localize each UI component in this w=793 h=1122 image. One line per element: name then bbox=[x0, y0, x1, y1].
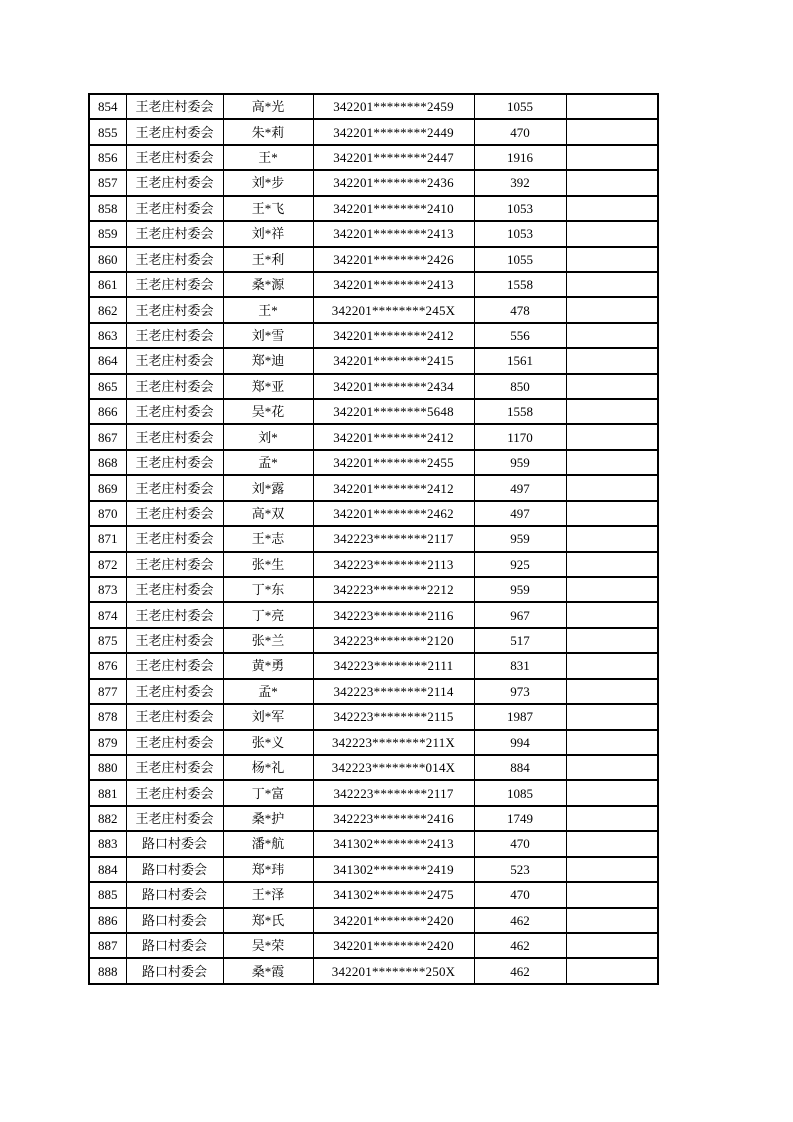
masked-id-cell: 342201********2459 bbox=[313, 94, 474, 119]
person-name-cell: 高*光 bbox=[223, 94, 313, 119]
person-name-cell: 朱*莉 bbox=[223, 119, 313, 144]
note-cell bbox=[566, 908, 658, 933]
masked-id-cell: 342223********2212 bbox=[313, 577, 474, 602]
village-committee-cell: 王老庄村委会 bbox=[126, 247, 223, 272]
table-row bbox=[89, 170, 658, 195]
row-number-cell: 857 bbox=[89, 170, 126, 195]
masked-id-cell: 342201********2447 bbox=[313, 145, 474, 170]
masked-id-cell: 342223********2113 bbox=[313, 552, 474, 577]
village-committee-cell: 路口村委会 bbox=[126, 882, 223, 907]
note-cell bbox=[566, 882, 658, 907]
table-row bbox=[89, 145, 658, 170]
person-name-cell: 王* bbox=[223, 297, 313, 322]
table-row bbox=[89, 704, 658, 729]
village-committee-cell: 王老庄村委会 bbox=[126, 780, 223, 805]
person-name-cell: 郑*玮 bbox=[223, 857, 313, 882]
table-row bbox=[89, 94, 658, 119]
row-number-cell: 869 bbox=[89, 475, 126, 500]
amount-cell: 1053 bbox=[474, 196, 566, 221]
person-name-cell: 刘*祥 bbox=[223, 221, 313, 246]
village-committee-cell: 王老庄村委会 bbox=[126, 323, 223, 348]
table-row bbox=[89, 602, 658, 627]
village-committee-cell: 王老庄村委会 bbox=[126, 170, 223, 195]
person-name-cell: 潘*航 bbox=[223, 831, 313, 856]
table-row bbox=[89, 119, 658, 144]
village-committee-cell: 王老庄村委会 bbox=[126, 602, 223, 627]
village-committee-cell: 王老庄村委会 bbox=[126, 374, 223, 399]
table-row bbox=[89, 806, 658, 831]
row-number-cell: 878 bbox=[89, 704, 126, 729]
person-name-cell: 刘*步 bbox=[223, 170, 313, 195]
row-number-cell: 866 bbox=[89, 399, 126, 424]
amount-cell: 1916 bbox=[474, 145, 566, 170]
masked-id-cell: 342223********2114 bbox=[313, 679, 474, 704]
note-cell bbox=[566, 831, 658, 856]
masked-id-cell: 341302********2419 bbox=[313, 857, 474, 882]
person-name-cell: 王*飞 bbox=[223, 196, 313, 221]
table-row bbox=[89, 628, 658, 653]
row-number-cell: 868 bbox=[89, 450, 126, 475]
masked-id-cell: 342201********2415 bbox=[313, 348, 474, 373]
person-name-cell: 王*志 bbox=[223, 526, 313, 551]
masked-id-cell: 342201********5648 bbox=[313, 399, 474, 424]
person-name-cell: 王* bbox=[223, 145, 313, 170]
person-name-cell: 杨*礼 bbox=[223, 755, 313, 780]
village-committee-cell: 王老庄村委会 bbox=[126, 94, 223, 119]
village-committee-cell: 王老庄村委会 bbox=[126, 424, 223, 449]
masked-id-cell: 342223********2115 bbox=[313, 704, 474, 729]
row-number-cell: 872 bbox=[89, 552, 126, 577]
person-name-cell: 吴*花 bbox=[223, 399, 313, 424]
amount-cell: 517 bbox=[474, 628, 566, 653]
table-row bbox=[89, 908, 658, 933]
table-row bbox=[89, 577, 658, 602]
table-row bbox=[89, 399, 658, 424]
row-number-cell: 859 bbox=[89, 221, 126, 246]
row-number-cell: 876 bbox=[89, 653, 126, 678]
masked-id-cell: 342201********2410 bbox=[313, 196, 474, 221]
row-number-cell: 885 bbox=[89, 882, 126, 907]
masked-id-cell: 342201********2434 bbox=[313, 374, 474, 399]
person-name-cell: 郑*亚 bbox=[223, 374, 313, 399]
village-committee-cell: 路口村委会 bbox=[126, 831, 223, 856]
row-number-cell: 863 bbox=[89, 323, 126, 348]
village-committee-cell: 路口村委会 bbox=[126, 958, 223, 983]
amount-cell: 556 bbox=[474, 323, 566, 348]
row-number-cell: 867 bbox=[89, 424, 126, 449]
note-cell bbox=[566, 577, 658, 602]
person-name-cell: 孟* bbox=[223, 450, 313, 475]
masked-id-cell: 342201********2449 bbox=[313, 119, 474, 144]
row-number-cell: 873 bbox=[89, 577, 126, 602]
note-cell bbox=[566, 323, 658, 348]
note-cell bbox=[566, 933, 658, 958]
row-number-cell: 860 bbox=[89, 247, 126, 272]
table-row bbox=[89, 501, 658, 526]
row-number-cell: 883 bbox=[89, 831, 126, 856]
village-committee-cell: 王老庄村委会 bbox=[126, 475, 223, 500]
note-cell bbox=[566, 374, 658, 399]
masked-id-cell: 342201********2412 bbox=[313, 475, 474, 500]
amount-cell: 470 bbox=[474, 119, 566, 144]
person-name-cell: 张*义 bbox=[223, 730, 313, 755]
masked-id-cell: 342223********2117 bbox=[313, 780, 474, 805]
row-number-cell: 877 bbox=[89, 679, 126, 704]
person-name-cell: 桑*霞 bbox=[223, 958, 313, 983]
table-row bbox=[89, 297, 658, 322]
note-cell bbox=[566, 196, 658, 221]
row-number-cell: 886 bbox=[89, 908, 126, 933]
amount-cell: 959 bbox=[474, 526, 566, 551]
amount-cell: 884 bbox=[474, 755, 566, 780]
amount-cell: 392 bbox=[474, 170, 566, 195]
row-number-cell: 882 bbox=[89, 806, 126, 831]
row-number-cell: 870 bbox=[89, 501, 126, 526]
note-cell bbox=[566, 399, 658, 424]
table-row bbox=[89, 882, 658, 907]
masked-id-cell: 342201********2426 bbox=[313, 247, 474, 272]
village-committee-cell: 王老庄村委会 bbox=[126, 577, 223, 602]
note-cell bbox=[566, 119, 658, 144]
village-committee-cell: 王老庄村委会 bbox=[126, 526, 223, 551]
row-number-cell: 871 bbox=[89, 526, 126, 551]
note-cell bbox=[566, 730, 658, 755]
person-name-cell: 丁*亮 bbox=[223, 602, 313, 627]
village-committee-cell: 王老庄村委会 bbox=[126, 399, 223, 424]
table-row bbox=[89, 424, 658, 449]
table-row bbox=[89, 526, 658, 551]
amount-cell: 1170 bbox=[474, 424, 566, 449]
amount-cell: 925 bbox=[474, 552, 566, 577]
amount-cell: 1561 bbox=[474, 348, 566, 373]
amount-cell: 1558 bbox=[474, 399, 566, 424]
masked-id-cell: 342201********2420 bbox=[313, 933, 474, 958]
table-row bbox=[89, 323, 658, 348]
table-row bbox=[89, 272, 658, 297]
note-cell bbox=[566, 679, 658, 704]
masked-id-cell: 342201********2413 bbox=[313, 221, 474, 246]
village-committee-cell: 王老庄村委会 bbox=[126, 806, 223, 831]
person-name-cell: 丁*富 bbox=[223, 780, 313, 805]
note-cell bbox=[566, 552, 658, 577]
row-number-cell: 884 bbox=[89, 857, 126, 882]
note-cell bbox=[566, 475, 658, 500]
amount-cell: 967 bbox=[474, 602, 566, 627]
note-cell bbox=[566, 958, 658, 983]
table-row bbox=[89, 450, 658, 475]
person-name-cell: 丁*东 bbox=[223, 577, 313, 602]
note-cell bbox=[566, 501, 658, 526]
amount-cell: 831 bbox=[474, 653, 566, 678]
masked-id-cell: 342201********2455 bbox=[313, 450, 474, 475]
amount-cell: 1055 bbox=[474, 247, 566, 272]
note-cell bbox=[566, 806, 658, 831]
masked-id-cell: 342201********2462 bbox=[313, 501, 474, 526]
row-number-cell: 887 bbox=[89, 933, 126, 958]
amount-cell: 850 bbox=[474, 374, 566, 399]
village-committee-cell: 王老庄村委会 bbox=[126, 196, 223, 221]
person-name-cell: 王*泽 bbox=[223, 882, 313, 907]
amount-cell: 1085 bbox=[474, 780, 566, 805]
masked-id-cell: 342223********2111 bbox=[313, 653, 474, 678]
amount-cell: 959 bbox=[474, 450, 566, 475]
note-cell bbox=[566, 297, 658, 322]
person-name-cell: 高*双 bbox=[223, 501, 313, 526]
village-committee-cell: 路口村委会 bbox=[126, 933, 223, 958]
note-cell bbox=[566, 247, 658, 272]
table-row bbox=[89, 730, 658, 755]
village-committee-cell: 路口村委会 bbox=[126, 857, 223, 882]
row-number-cell: 874 bbox=[89, 602, 126, 627]
village-committee-cell: 王老庄村委会 bbox=[126, 297, 223, 322]
person-name-cell: 郑*迪 bbox=[223, 348, 313, 373]
village-committee-cell: 王老庄村委会 bbox=[126, 450, 223, 475]
amount-cell: 994 bbox=[474, 730, 566, 755]
village-committee-cell: 王老庄村委会 bbox=[126, 679, 223, 704]
village-committee-cell: 王老庄村委会 bbox=[126, 653, 223, 678]
village-committee-cell: 王老庄村委会 bbox=[126, 628, 223, 653]
table-row bbox=[89, 247, 658, 272]
village-committee-cell: 王老庄村委会 bbox=[126, 730, 223, 755]
amount-cell: 1055 bbox=[474, 94, 566, 119]
row-number-cell: 858 bbox=[89, 196, 126, 221]
person-name-cell: 郑*氏 bbox=[223, 908, 313, 933]
masked-id-cell: 342223********211X bbox=[313, 730, 474, 755]
table-row bbox=[89, 653, 658, 678]
masked-id-cell: 342201********250X bbox=[313, 958, 474, 983]
table-row bbox=[89, 679, 658, 704]
person-name-cell: 王*利 bbox=[223, 247, 313, 272]
table-row bbox=[89, 221, 658, 246]
masked-id-cell: 342201********2436 bbox=[313, 170, 474, 195]
amount-cell: 973 bbox=[474, 679, 566, 704]
masked-id-cell: 342223********2117 bbox=[313, 526, 474, 551]
table-row bbox=[89, 755, 658, 780]
table-row bbox=[89, 780, 658, 805]
masked-id-cell: 342201********2412 bbox=[313, 323, 474, 348]
note-cell bbox=[566, 704, 658, 729]
person-name-cell: 刘*军 bbox=[223, 704, 313, 729]
note-cell bbox=[566, 602, 658, 627]
note-cell bbox=[566, 450, 658, 475]
note-cell bbox=[566, 221, 658, 246]
village-committee-cell: 王老庄村委会 bbox=[126, 272, 223, 297]
person-name-cell: 刘* bbox=[223, 424, 313, 449]
amount-cell: 462 bbox=[474, 908, 566, 933]
village-committee-cell: 王老庄村委会 bbox=[126, 119, 223, 144]
note-cell bbox=[566, 526, 658, 551]
person-name-cell: 吴*荣 bbox=[223, 933, 313, 958]
row-number-cell: 879 bbox=[89, 730, 126, 755]
masked-id-cell: 341302********2475 bbox=[313, 882, 474, 907]
masked-id-cell: 342201********2420 bbox=[313, 908, 474, 933]
note-cell bbox=[566, 348, 658, 373]
masked-id-cell: 342201********245X bbox=[313, 297, 474, 322]
village-committee-cell: 王老庄村委会 bbox=[126, 755, 223, 780]
table-row bbox=[89, 857, 658, 882]
table-row bbox=[89, 196, 658, 221]
amount-cell: 1558 bbox=[474, 272, 566, 297]
note-cell bbox=[566, 272, 658, 297]
note-cell bbox=[566, 145, 658, 170]
amount-cell: 1987 bbox=[474, 704, 566, 729]
village-committee-cell: 王老庄村委会 bbox=[126, 145, 223, 170]
person-name-cell: 孟* bbox=[223, 679, 313, 704]
village-committee-cell: 王老庄村委会 bbox=[126, 348, 223, 373]
note-cell bbox=[566, 94, 658, 119]
amount-cell: 1749 bbox=[474, 806, 566, 831]
masked-id-cell: 342223********2116 bbox=[313, 602, 474, 627]
table-row bbox=[89, 831, 658, 856]
row-number-cell: 881 bbox=[89, 780, 126, 805]
table-row bbox=[89, 374, 658, 399]
roster-table bbox=[88, 93, 659, 985]
row-number-cell: 856 bbox=[89, 145, 126, 170]
masked-id-cell: 342223********2416 bbox=[313, 806, 474, 831]
table-row bbox=[89, 933, 658, 958]
masked-id-cell: 342223********014X bbox=[313, 755, 474, 780]
table-row bbox=[89, 348, 658, 373]
masked-id-cell: 341302********2413 bbox=[313, 831, 474, 856]
amount-cell: 523 bbox=[474, 857, 566, 882]
village-committee-cell: 王老庄村委会 bbox=[126, 221, 223, 246]
person-name-cell: 张*生 bbox=[223, 552, 313, 577]
masked-id-cell: 342201********2412 bbox=[313, 424, 474, 449]
row-number-cell: 861 bbox=[89, 272, 126, 297]
amount-cell: 470 bbox=[474, 882, 566, 907]
amount-cell: 959 bbox=[474, 577, 566, 602]
person-name-cell: 刘*雪 bbox=[223, 323, 313, 348]
masked-id-cell: 342223********2120 bbox=[313, 628, 474, 653]
village-committee-cell: 王老庄村委会 bbox=[126, 501, 223, 526]
village-committee-cell: 王老庄村委会 bbox=[126, 704, 223, 729]
row-number-cell: 875 bbox=[89, 628, 126, 653]
note-cell bbox=[566, 780, 658, 805]
table-row bbox=[89, 958, 658, 983]
row-number-cell: 888 bbox=[89, 958, 126, 983]
note-cell bbox=[566, 857, 658, 882]
person-name-cell: 刘*露 bbox=[223, 475, 313, 500]
amount-cell: 1053 bbox=[474, 221, 566, 246]
note-cell bbox=[566, 170, 658, 195]
row-number-cell: 865 bbox=[89, 374, 126, 399]
row-number-cell: 855 bbox=[89, 119, 126, 144]
person-name-cell: 黄*勇 bbox=[223, 653, 313, 678]
amount-cell: 497 bbox=[474, 501, 566, 526]
village-committee-cell: 王老庄村委会 bbox=[126, 552, 223, 577]
row-number-cell: 880 bbox=[89, 755, 126, 780]
amount-cell: 462 bbox=[474, 933, 566, 958]
table-row bbox=[89, 475, 658, 500]
masked-id-cell: 342201********2413 bbox=[313, 272, 474, 297]
note-cell bbox=[566, 653, 658, 678]
amount-cell: 497 bbox=[474, 475, 566, 500]
amount-cell: 462 bbox=[474, 958, 566, 983]
village-committee-cell: 路口村委会 bbox=[126, 908, 223, 933]
row-number-cell: 864 bbox=[89, 348, 126, 373]
row-number-cell: 862 bbox=[89, 297, 126, 322]
note-cell bbox=[566, 424, 658, 449]
amount-cell: 478 bbox=[474, 297, 566, 322]
note-cell bbox=[566, 755, 658, 780]
table-row bbox=[89, 552, 658, 577]
note-cell bbox=[566, 628, 658, 653]
amount-cell: 470 bbox=[474, 831, 566, 856]
row-number-cell: 854 bbox=[89, 94, 126, 119]
person-name-cell: 桑*护 bbox=[223, 806, 313, 831]
person-name-cell: 张*兰 bbox=[223, 628, 313, 653]
person-name-cell: 桑*源 bbox=[223, 272, 313, 297]
